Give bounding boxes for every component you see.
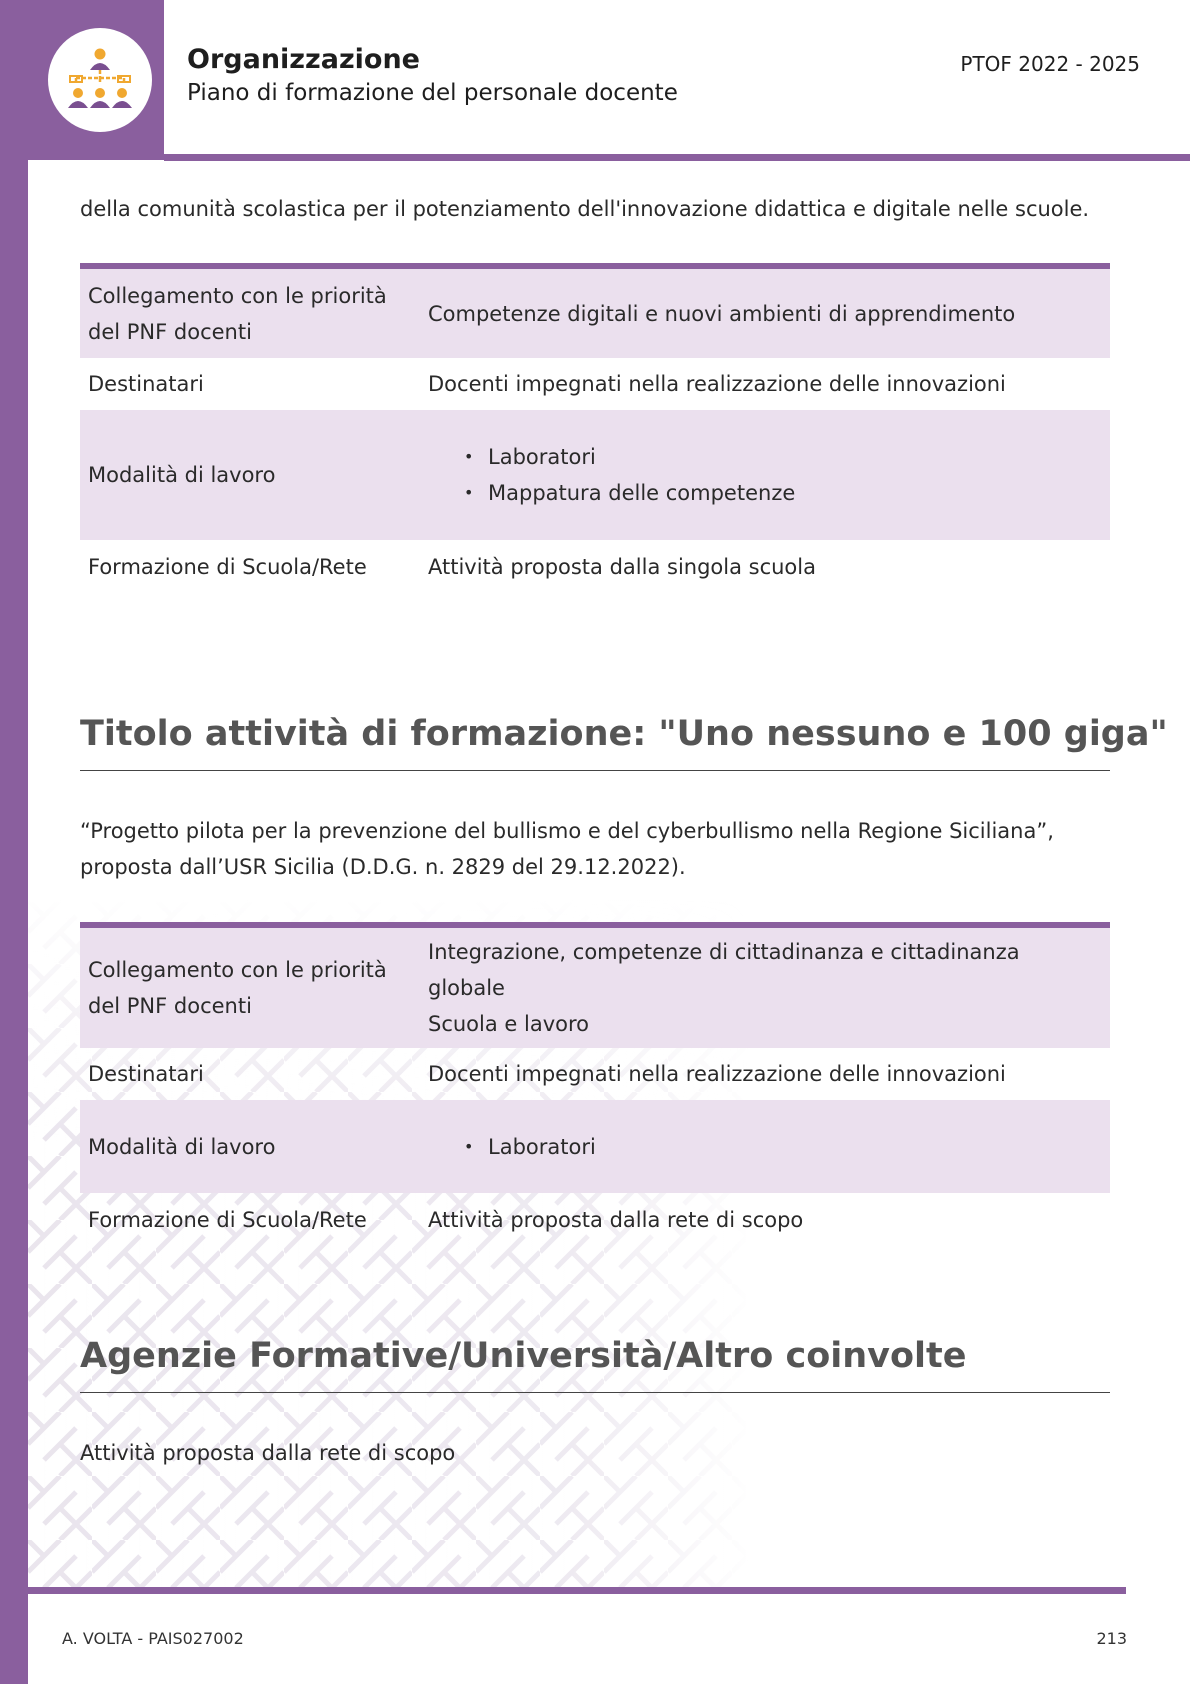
row-value: Attività proposta dalla rete di scopo — [428, 1208, 804, 1232]
organization-chart-icon — [64, 44, 136, 116]
agencies-text: Attività proposta dalla rete di scopo — [80, 1441, 456, 1465]
table-row — [80, 540, 1110, 594]
table-row — [80, 925, 1110, 1048]
logo-badge — [48, 28, 152, 132]
table-row — [80, 266, 1110, 358]
table-row — [80, 1193, 1110, 1247]
row-value — [420, 925, 1110, 1048]
row-value: Docenti impegnati nella realizzazione delle innovazioni — [428, 1062, 1006, 1086]
row-value — [420, 410, 1110, 540]
header-divider — [164, 154, 1190, 161]
value-line-1: Integrazione, competenze di cittadinanza e cittadinanza globale — [428, 940, 1020, 1000]
row-label: Modalità di lavoro — [88, 1134, 276, 1159]
page-subtitle: Piano di formazione del personale docente — [187, 80, 678, 106]
row-label: Collegamento con le priorità del PNF docenti — [88, 283, 387, 344]
row-value: Attività proposta dalla singola scuola — [428, 555, 816, 579]
table-row — [80, 358, 1110, 410]
activity-table-1 — [80, 263, 1110, 594]
table-row — [80, 410, 1110, 540]
description-line-2: proposta dall’USR Sicilia (D.D.G. n. 2829 del 29.12.2022). — [80, 855, 686, 879]
side-accent-bar — [0, 0, 28, 1684]
intro-text: della comunità scolastica per il potenziamento dell'innovazione didattica e digitale nelle scuole. — [80, 197, 1090, 221]
section-heading-agencies: Agenzie Formative/Università/Altro coinvolte — [80, 1336, 1110, 1393]
row-label: Modalità di lavoro — [88, 463, 276, 487]
bullet-list — [464, 1129, 1102, 1165]
value-line-2: Scuola e lavoro — [428, 1012, 590, 1036]
row-label: Formazione di Scuola/Rete — [88, 555, 367, 579]
row-label: Formazione di Scuola/Rete — [88, 1208, 367, 1232]
section-heading-activity-title: Titolo attività di formazione: "Uno nessuno e 100 giga" — [80, 714, 1110, 771]
activity-table-2 — [80, 922, 1110, 1247]
bullet-list — [464, 439, 1102, 511]
row-label: Destinatari — [88, 372, 204, 396]
list-item: • Laboratori — [464, 439, 1102, 475]
ptof-label: PTOF 2022 - 2025 — [960, 52, 1140, 76]
table-row — [80, 1100, 1110, 1193]
list-item: • Laboratori — [464, 1129, 1102, 1165]
page-title: Organizzazione — [187, 44, 420, 75]
table-row — [80, 1048, 1110, 1100]
row-label: Destinatari — [88, 1062, 204, 1086]
page-number: 213 — [1096, 1629, 1127, 1648]
row-value: Docenti impegnati nella realizzazione delle innovazioni — [428, 372, 1006, 396]
section1-description — [80, 813, 1110, 885]
section2-body — [80, 1435, 1110, 1471]
footer-school-code: A. VOLTA - PAIS027002 — [62, 1629, 244, 1648]
list-item: • Mappatura delle competenze — [464, 475, 1102, 511]
header-logo-block — [0, 0, 164, 160]
footer-divider — [28, 1587, 1126, 1594]
description-line-1: “Progetto pilota per la prevenzione del bullismo e del cyberbullismo nella Regione Siciliana”, — [80, 819, 1054, 843]
row-value: Competenze digitali e nuovi ambienti di apprendimento — [428, 301, 1016, 326]
row-label: Collegamento con le priorità del PNF docenti — [88, 958, 387, 1018]
row-value — [420, 1100, 1110, 1193]
intro-paragraph — [80, 191, 1110, 227]
